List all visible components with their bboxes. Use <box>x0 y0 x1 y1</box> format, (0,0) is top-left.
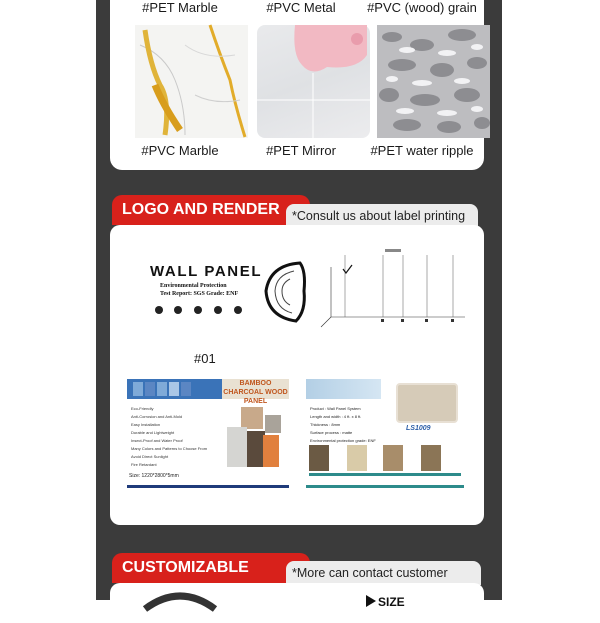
spec-lines <box>310 405 376 445</box>
pet-water-ripple-swatch[interactable] <box>377 25 490 138</box>
finish-label-pvc-metal: #PVC Metal <box>266 0 336 15</box>
room-thumbnails <box>309 445 461 477</box>
customer-service-note: *More can contact customer <box>286 561 481 585</box>
customizable-card <box>110 583 484 623</box>
brochure-feature-list <box>131 405 207 469</box>
feature-item: Easy Installation <box>131 422 161 427</box>
product-page <box>96 0 502 609</box>
feature-item: Fire Retardant <box>131 462 157 467</box>
spec-sheet-header <box>306 379 381 399</box>
wall-panel-title: WALL PANEL <box>150 263 263 280</box>
label-printing-note: *Consult us about label printing <box>286 204 478 228</box>
panel-samples-image <box>223 405 283 471</box>
finish-label-pvc-marble: #PVC Marble <box>141 143 219 158</box>
installation-drawing <box>315 245 471 335</box>
ls1009-spec-sheet[interactable] <box>306 379 464 488</box>
render-caption-01: #01 <box>194 351 216 366</box>
feature-item: Insect-Proof and Water Proof <box>131 438 183 443</box>
pvc-marble-swatch[interactable] <box>135 25 248 138</box>
wood-ring-icon <box>260 261 308 323</box>
spec-line: Environmental protection grade: ENF <box>310 438 376 443</box>
feature-item: Eco-Friendly <box>131 406 154 411</box>
finish-label-pet-marble: #PET Marble <box>142 0 218 15</box>
customizable-banner: CUSTOMIZABLE <box>112 553 310 583</box>
spec-line: Length and width : 4 ft. x 8 ft. <box>310 414 362 419</box>
logo-render-banner: LOGO AND RENDER <box>112 195 310 225</box>
ls1009-code: LS1009 <box>406 425 431 432</box>
spec-line: Product : Wall Panel System <box>310 406 361 411</box>
play-arrow-icon <box>366 595 376 607</box>
feature-item: Durable and Lightweight <box>131 430 175 435</box>
finish-label-pvc-wood-grain: #PVC (wood) grain <box>367 0 477 15</box>
ls1009-sample <box>396 383 458 423</box>
bamboo-brochure[interactable] <box>127 379 289 488</box>
wall-panel-env-line: Environmental Protection <box>160 283 227 289</box>
finish-label-pet-water-ripple: #PET water ripple <box>370 143 474 158</box>
size-label: SIZE <box>378 595 405 609</box>
spec-line: Surface process : matte <box>310 430 353 435</box>
finish-label-pet-mirror: #PET Mirror <box>266 143 336 158</box>
feature-item: Avoid Direct Sunlight <box>131 454 169 459</box>
certification-icons <box>154 305 264 315</box>
pet-mirror-swatch[interactable] <box>257 25 370 138</box>
wall-panel-test-line: Test Report: SGS Grade: ENF <box>160 291 239 297</box>
logo-render-card <box>110 225 484 525</box>
brochure-title: BAMBOO CHARCOAL WOOD PANEL <box>223 380 288 405</box>
feature-item: Many Colors and Patterns to Choose From <box>131 446 208 451</box>
spec-line: Thickness : 8mm <box>310 422 341 427</box>
finishes-card <box>110 0 484 170</box>
size-dial-icon <box>140 589 220 609</box>
brochure-size: Size: 1220*2800*5mm <box>129 473 179 479</box>
feature-item: Anti-Corrosion and Anti-Mold <box>131 414 183 419</box>
